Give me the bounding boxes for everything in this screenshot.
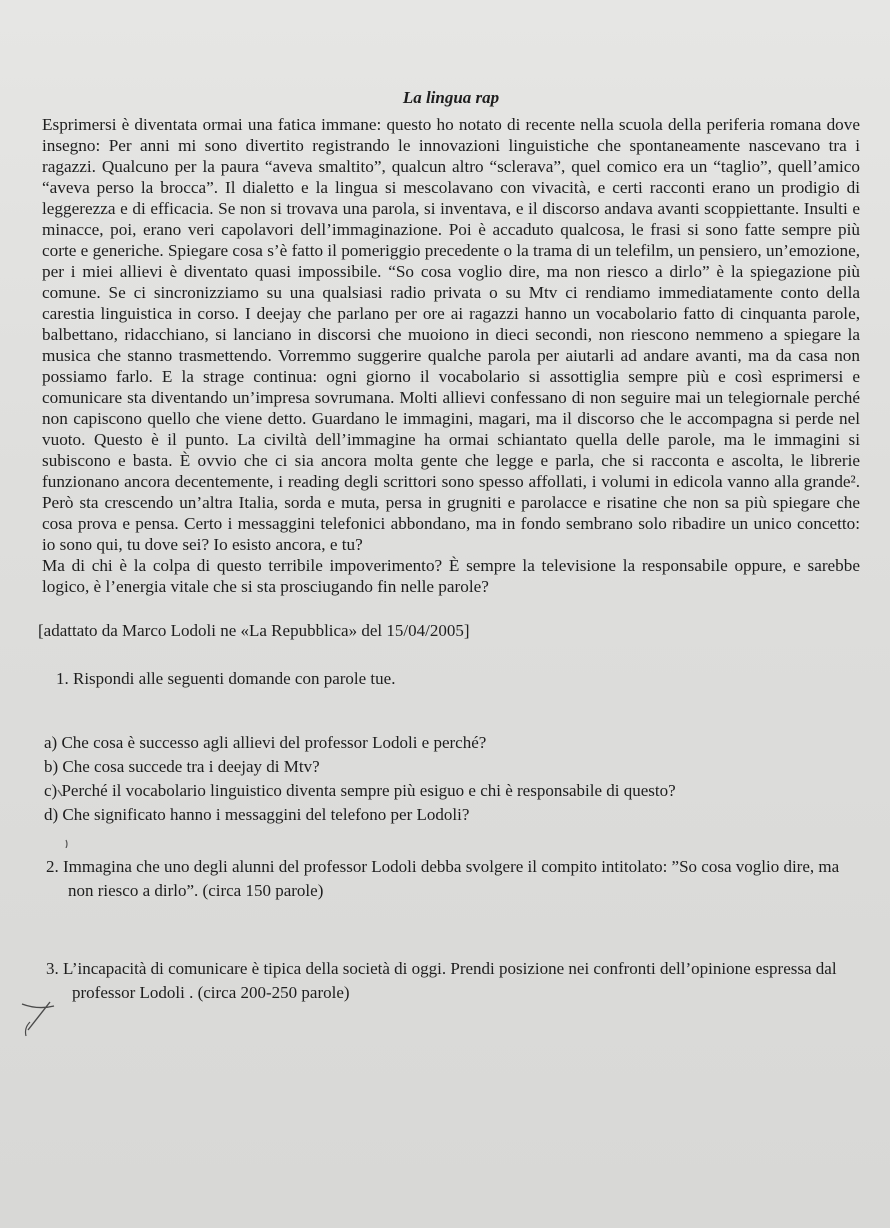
question-list bbox=[44, 731, 860, 827]
article-body: Esprimersi è diventata ormai una fatica immane: questo ho notato di recente nella scuola della periferia romana dove insegno: Per anni mi sono divertito registrando le innovazioni linguistiche che spontaneamente nascevano tra i ragazzi. Qualcuno per la paura “aveva smaltito”, qualcun altro “sclerava”, quel comico era un “taglio”, quell’amico “aveva perso la brocca”. Il dialetto e la lingua si mescolavano con vivacità, e certi racconti erano un prodigio di leggerezza e di efficacia. Se non si trovava una parola, si inventava, e il discorso andava avanti scoppiettante. Insulti e minacce, poi, erano veri capolavori dell’immaginazione. Poi è accaduto qualcosa, le frasi si sono fatte sempre più corte e generiche. Spiegare cosa s’è fatto il pomeriggio precedente o la trama di un telefilm, un pensiero, un’emozione, per i miei allievi è diventato quasi impossibile. “So cosa voglio dire, ma non riesco a dirlo” è la spiegazione più comune. Se ci sincronizziamo su una qualsiasi radio privata o su Mtv ci rendiamo immediatamente conto della carestia linguistica in corso. I deejay che parlano per ore ai ragazzi hanno un vocabolario fatto di cinquanta parole, balbettano, ridacchiano, si lanciano in discorsi che muoiono in dieci secondi, non riescono nemmeno a spiegare la musica che stanno trasmettendo. Vorremmo suggerire qualche parola per aiutarli ad andare avanti, ma da casa non possiamo farlo. E la strage continua: ogni giorno il vocabolario si assottiglia sempre più e così esprimersi e comunicare sta diventando un’impresa sovrumana. Molti allievi confessano di non seguire mai un telegiornale perché non capiscono quello che viene detto. Guardano le immagini, magari, ma il discorso che le accompagna si perde nel vuoto. Questo è il punto. La civiltà dell’immagine ha ormai schiantato quella delle parole, ma le immagini si subiscono e basta. È ovvio che ci sia ancora molta gente che legge e parla, che si racconta e ascolta, le librerie funzionano ancora decentemente, i reading degli scrittori sono spesso affollati, i volumi in edicola vanno alla grande². Però sta crescendo un’altra Italia, sorda e muta, persa in grugniti e parolacce e risatine che non sa più spiegare che cosa prova e pensa. Certo i messaggini telefonici abbondano, ma in fondo sembrano solo ribadire un unico concetto: io sono qui, tu dove sei? Io esisto ancora, e tu? bbox=[42, 115, 860, 554]
article-title: La lingua rap bbox=[402, 88, 500, 107]
question-a: a) Che cosa è successo agli allievi del professor Lodoli e perché? bbox=[44, 733, 487, 752]
question-c: c) Perché il vocabolario linguistico diventa sempre più esiguo e chi è responsabile di questo? bbox=[44, 781, 676, 800]
article-conclusion: Ma di chi è la colpa di questo terribile impoverimento? È sempre la televisione la responsabile oppure, e sarebbe logico, è l’energia vitale che si sta prosciugando fin nelle parole? bbox=[42, 556, 860, 596]
writing-task-2: 2. Immagina che uno degli alunni del professor Lodoli debba svolgere il compito intitolato: ”So cosa voglio dire, ma non riesco a dirlo”. (circa 150 parole) bbox=[46, 857, 840, 900]
question-b: b) Che cosa succede tra i deejay di Mtv? bbox=[44, 757, 320, 776]
writing-task-3: 3. L’incapacità di comunicare è tipica della società di oggi. Prendi posizione nei confronti dell’opinione espressa dal professor Lodoli . (circa 200-250 parole) bbox=[46, 959, 837, 1002]
question-d: d) Che significato hanno i messaggini del telefono per Lodoli? bbox=[44, 805, 470, 824]
pen-mark-cross bbox=[20, 1000, 70, 1040]
question-intro: 1. Rispondi alle seguenti domande con parole tue. bbox=[56, 669, 396, 688]
pen-mark-tick bbox=[40, 788, 100, 848]
source-citation: [adattato da Marco Lodoli ne «La Repubblica» del 15/04/2005] bbox=[38, 621, 470, 640]
